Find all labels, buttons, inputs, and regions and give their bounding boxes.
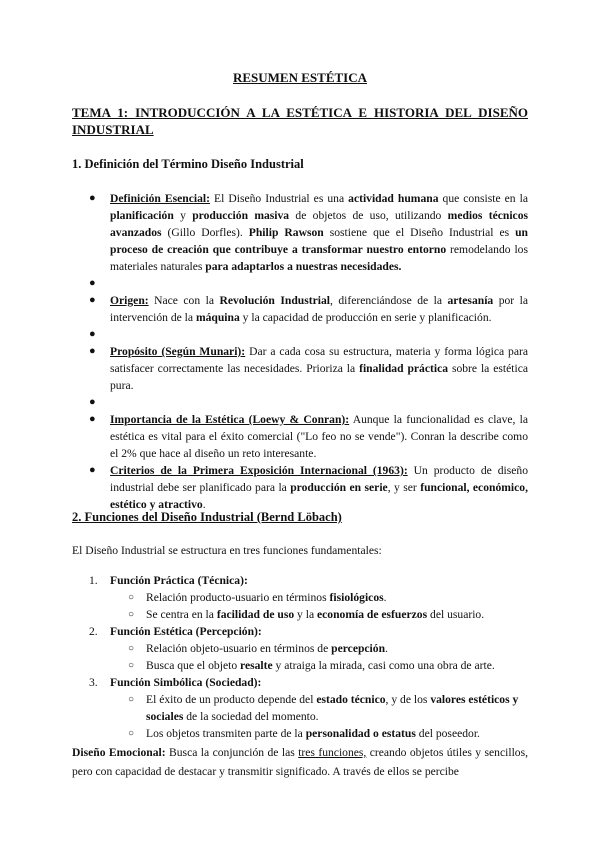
function-item [72,572,528,589]
bullet-label: Importancia de la Estética (Loewy & Conran): [110,413,350,426]
bullet-icon: ● [89,413,96,425]
tema-heading: TEMA 1: INTRODUCCIÓN A LA ESTÉTICA E HISTORIA DEL DISEÑO INDUSTRIAL [72,105,528,137]
function-item [72,623,528,640]
emotional-design-underlined: tres funciones, [298,746,367,759]
bullet-icon: ● [89,192,96,204]
bullet-text: Dar a cada cosa su estructura, materia y forma lógica para satisfacer correctamente las necesidades. Prioriza la [110,345,528,375]
bullet-text: Aunque la funcionalidad es clave, la estética es vital para el éxito comercial ("Lo feo no se vende"). Conran la describe como el 2% que hace al diseño un reto interesante. [110,413,528,460]
sub-item-text: y atraiga la mirada, casi como una obra de arte. [272,659,495,672]
bullet-text: , diferenciándose de la [329,294,448,307]
sub-item-text: Busca que el objeto [146,659,241,672]
circle-bullet-icon: ○ [128,643,135,654]
bullet-text: El Diseño Industrial es una [210,192,349,205]
sub-item-text: facilidad de uso [216,608,295,621]
sub-item-text: personalidad o estatus [305,727,416,740]
sub-item-text: estado técnico [316,693,386,706]
bullet-text: para adaptarlos a nuestras necesidades. [205,260,402,273]
bullet-item [72,343,528,394]
function-number: 1. [89,574,98,587]
circle-bullet-icon: ○ [128,660,135,671]
bullet-text: Nace con la [148,294,220,307]
bullet-text: Un producto de diseño industrial debe ser planificado para la [110,464,528,494]
empty-bullet [72,275,528,292]
sub-item-text: . [385,642,388,655]
sub-item-text: resalte [240,659,273,672]
sub-item-text: Se centra en la [146,608,217,621]
sub-item-text: del poseedor. [415,727,480,740]
bullet-item [72,411,528,462]
function-sub-item [72,589,528,606]
sub-item-text: de la sociedad del momento. [183,710,319,723]
bullet-label: Origen: [110,294,149,307]
circle-bullet-icon: ○ [128,728,135,739]
circle-bullet-icon: ○ [128,694,135,705]
function-title: Función Práctica (Técnica): [110,574,248,587]
emotional-design-paragraph [72,743,528,781]
function-number: 2. [89,625,98,638]
function-sub-item [72,606,528,623]
bullet-text: . [202,498,206,511]
bullet-text: artesanía [447,294,494,307]
sub-item-text: percepción [331,642,386,655]
bullet-item [72,462,528,513]
bullet-text: sostiene que el Diseño Industrial es [323,226,516,239]
bullet-text: y la capacidad de producción en serie y planificación. [239,311,492,324]
sub-item-text: . [383,591,387,604]
bullet-text: un proceso de creación que contribuye a transformar nuestro entorno [110,226,529,256]
functions-list [72,572,528,742]
bullet-icon: ● [89,345,96,357]
emotional-design-label: Diseño Emocional: [72,746,166,759]
emotional-design-text-a: Busca la conjunción de las [165,746,299,759]
sub-item-text: fisiológicos [329,591,384,604]
bullet-icon: ● [89,464,96,476]
sub-item-text: Relación producto-usuario en términos [146,591,330,604]
bullet-text: producción masiva [192,209,290,222]
bullet-icon: ● [89,277,96,289]
section1-bullet-list [72,190,528,513]
bullet-text: sobre la estética pura. [110,362,528,392]
function-title: Función Estética (Percepción): [110,625,262,638]
circle-bullet-icon: ○ [128,592,135,603]
bullet-text: por la intervención de la [110,294,528,324]
bullet-text: máquina [195,311,240,324]
bullet-text: funcional, económico, estético y atractivo [110,481,528,511]
emotional-design-text-b: creando objetos útiles y sencillos, pero con capacidad de destacar y transmitir significado. A través de ellos se percibe [72,746,528,778]
bullet-icon: ● [89,328,96,340]
sub-item-text: Relación objeto-usuario en términos de [146,642,332,655]
bullet-label: Criterios de la Primera Exposición Internacional (1963): [110,464,408,477]
function-sub-item [72,640,528,657]
bullet-label: Definición Esencial: [110,192,210,205]
sub-item-text: economía de esfuerzos [317,608,428,621]
bullet-text: finalidad práctica [359,362,449,375]
sub-item-text: valores estéticos y sociales [146,693,519,723]
bullet-icon: ● [89,294,96,306]
bullet-text: que consiste en la [438,192,528,205]
document-title: RESUMEN ESTÉTICA [232,70,367,85]
function-sub-item [72,657,528,674]
bullet-text: de objetos de uso, utilizando [289,209,448,222]
section2-intro: El Diseño Industrial se estructura en tres funciones fundamentales: [72,544,382,557]
section1-heading: 1. Definición del Término Diseño Industrial [72,157,304,171]
bullet-item [72,292,528,326]
sub-item-text: y la [294,608,317,621]
bullet-text: remodelando los materiales naturales [110,243,528,273]
sub-item-text: del usuario. [427,608,485,621]
sub-item-text: El éxito de un producto depende del [146,693,317,706]
function-sub-item [72,725,528,742]
bullet-text: Revolución Industrial [219,294,330,307]
bullet-item [72,190,528,275]
circle-bullet-icon: ○ [128,609,135,620]
function-title: Función Simbólica (Sociedad): [110,676,262,689]
sub-item-text: , y de los [385,693,431,706]
bullet-text: (Gillo Dorfles). [161,226,249,239]
bullet-text: planificación [110,209,174,222]
bullet-text: producción en serie [290,481,388,494]
bullet-text: Philip Rawson [248,226,324,239]
bullet-icon: ● [89,396,96,408]
function-sub-item [72,691,528,725]
bullet-text: medios técnicos avanzados [110,209,529,239]
empty-bullet [72,326,528,343]
section2-heading: 2. Funciones del Diseño Industrial (Bernd Löbach) [72,510,342,524]
sub-item-text: Los objetos transmiten parte de la [146,727,306,740]
bullet-text: y [173,209,193,222]
function-number: 3. [89,676,98,689]
bullet-text: actividad humana [348,192,439,205]
empty-bullet [72,394,528,411]
bullet-text: , y ser [387,481,421,494]
function-item [72,674,528,691]
bullet-label: Propósito (Según Munari): [110,345,246,358]
